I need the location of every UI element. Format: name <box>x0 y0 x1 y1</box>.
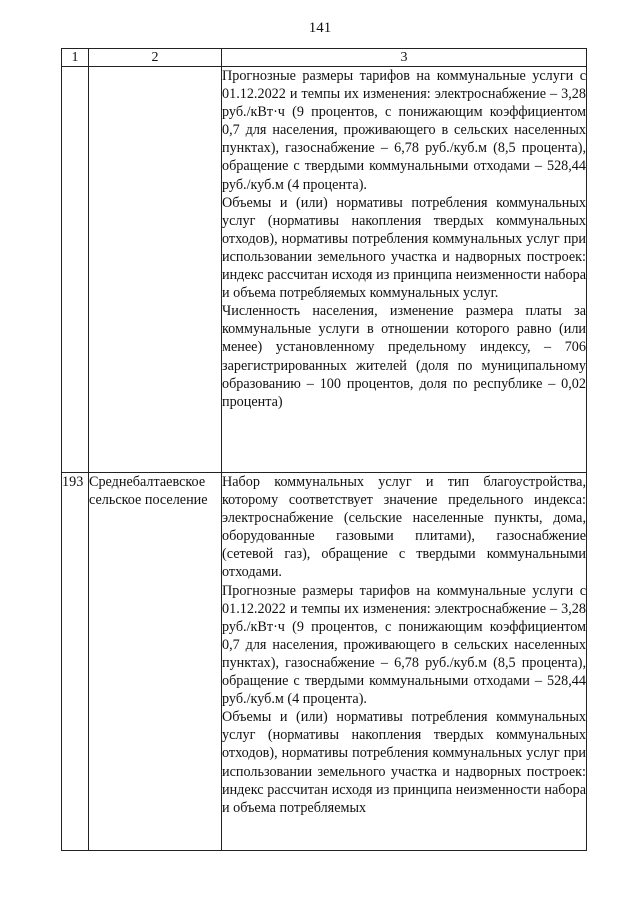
paragraph-services-set: Набор коммунальных услуг и тип благоустройства, которому соответствует значение предельного индекса: электроснабжение (сельские населенные пункты, дома, оборудованные газовыми плитами), газоснабжение (сетевой газ), обращение с твердыми коммунальными отходами. <box>222 474 586 581</box>
header-col-3: 3 <box>222 49 587 67</box>
header-col-1: 1 <box>62 49 89 67</box>
municipality-name <box>89 67 222 473</box>
page-number: 141 <box>308 20 332 36</box>
index-table <box>61 48 587 851</box>
municipality-name: Среднебалтаевское сельское поселение <box>89 473 222 851</box>
paragraph-population: Численность населения, изменение размера платы за коммунальные услуги в отношении которого равно (или менее) установленному предельному индексу, – 706 зарегистрированных жителей (доля по муниципальному образованию – 100 процентов, доля по республике – 0,02 процента) <box>222 303 586 410</box>
table-row <box>62 473 587 851</box>
table-header-row <box>62 49 587 67</box>
paragraph-volumes: Объемы и (или) нормативы потребления коммунальных услуг (нормативы накопления твердых коммунальных отходов), нормативы потребления коммунальных услуг при использовании земельного участка и надворных построек: индекс рассчитан исходя из принципа неизменности набора и объема потребляемых <box>222 709 586 816</box>
description-cell <box>222 67 587 473</box>
table-row <box>62 67 587 473</box>
header-col-2: 2 <box>89 49 222 67</box>
row-number: 193 <box>62 473 89 851</box>
description-cell <box>222 473 587 851</box>
paragraph-volumes: Объемы и (или) нормативы потребления коммунальных услуг (нормативы накопления твердых коммунальных отходов), нормативы потребления коммунальных услуг при использовании земельного участка и надворных построек: индекс рассчитан исходя из принципа неизменности набора и объема потребляемых коммунальных услуг. <box>222 194 586 302</box>
paragraph-tariffs: Прогнозные размеры тарифов на коммунальные услуги с 01.12.2022 и темпы их изменения: электроснабжение – 3,28 руб./кВт·ч (9 процентов, с понижающим коэффициентом 0,7 для населения, проживающего в сельских населенных пунктах), газоснабжение – 6,78 руб./куб.м (8,5 процента), обращение с твердыми коммунальными отходами – 528,44 руб./куб.м (4 процента). <box>222 68 586 193</box>
row-number <box>62 67 89 473</box>
paragraph-tariffs: Прогнозные размеры тарифов на коммунальные услуги с 01.12.2022 и темпы их изменения: электроснабжение – 3,28 руб./кВт·ч (9 процентов, с понижающим коэффициентом 0,7 для населения, проживающего в сельских населенных пунктах), газоснабжение – 6,78 руб./куб.м (8,5 процента), обращение с твердыми коммунальными отходами – 528,44 руб./куб.м (4 процента). <box>222 582 586 708</box>
